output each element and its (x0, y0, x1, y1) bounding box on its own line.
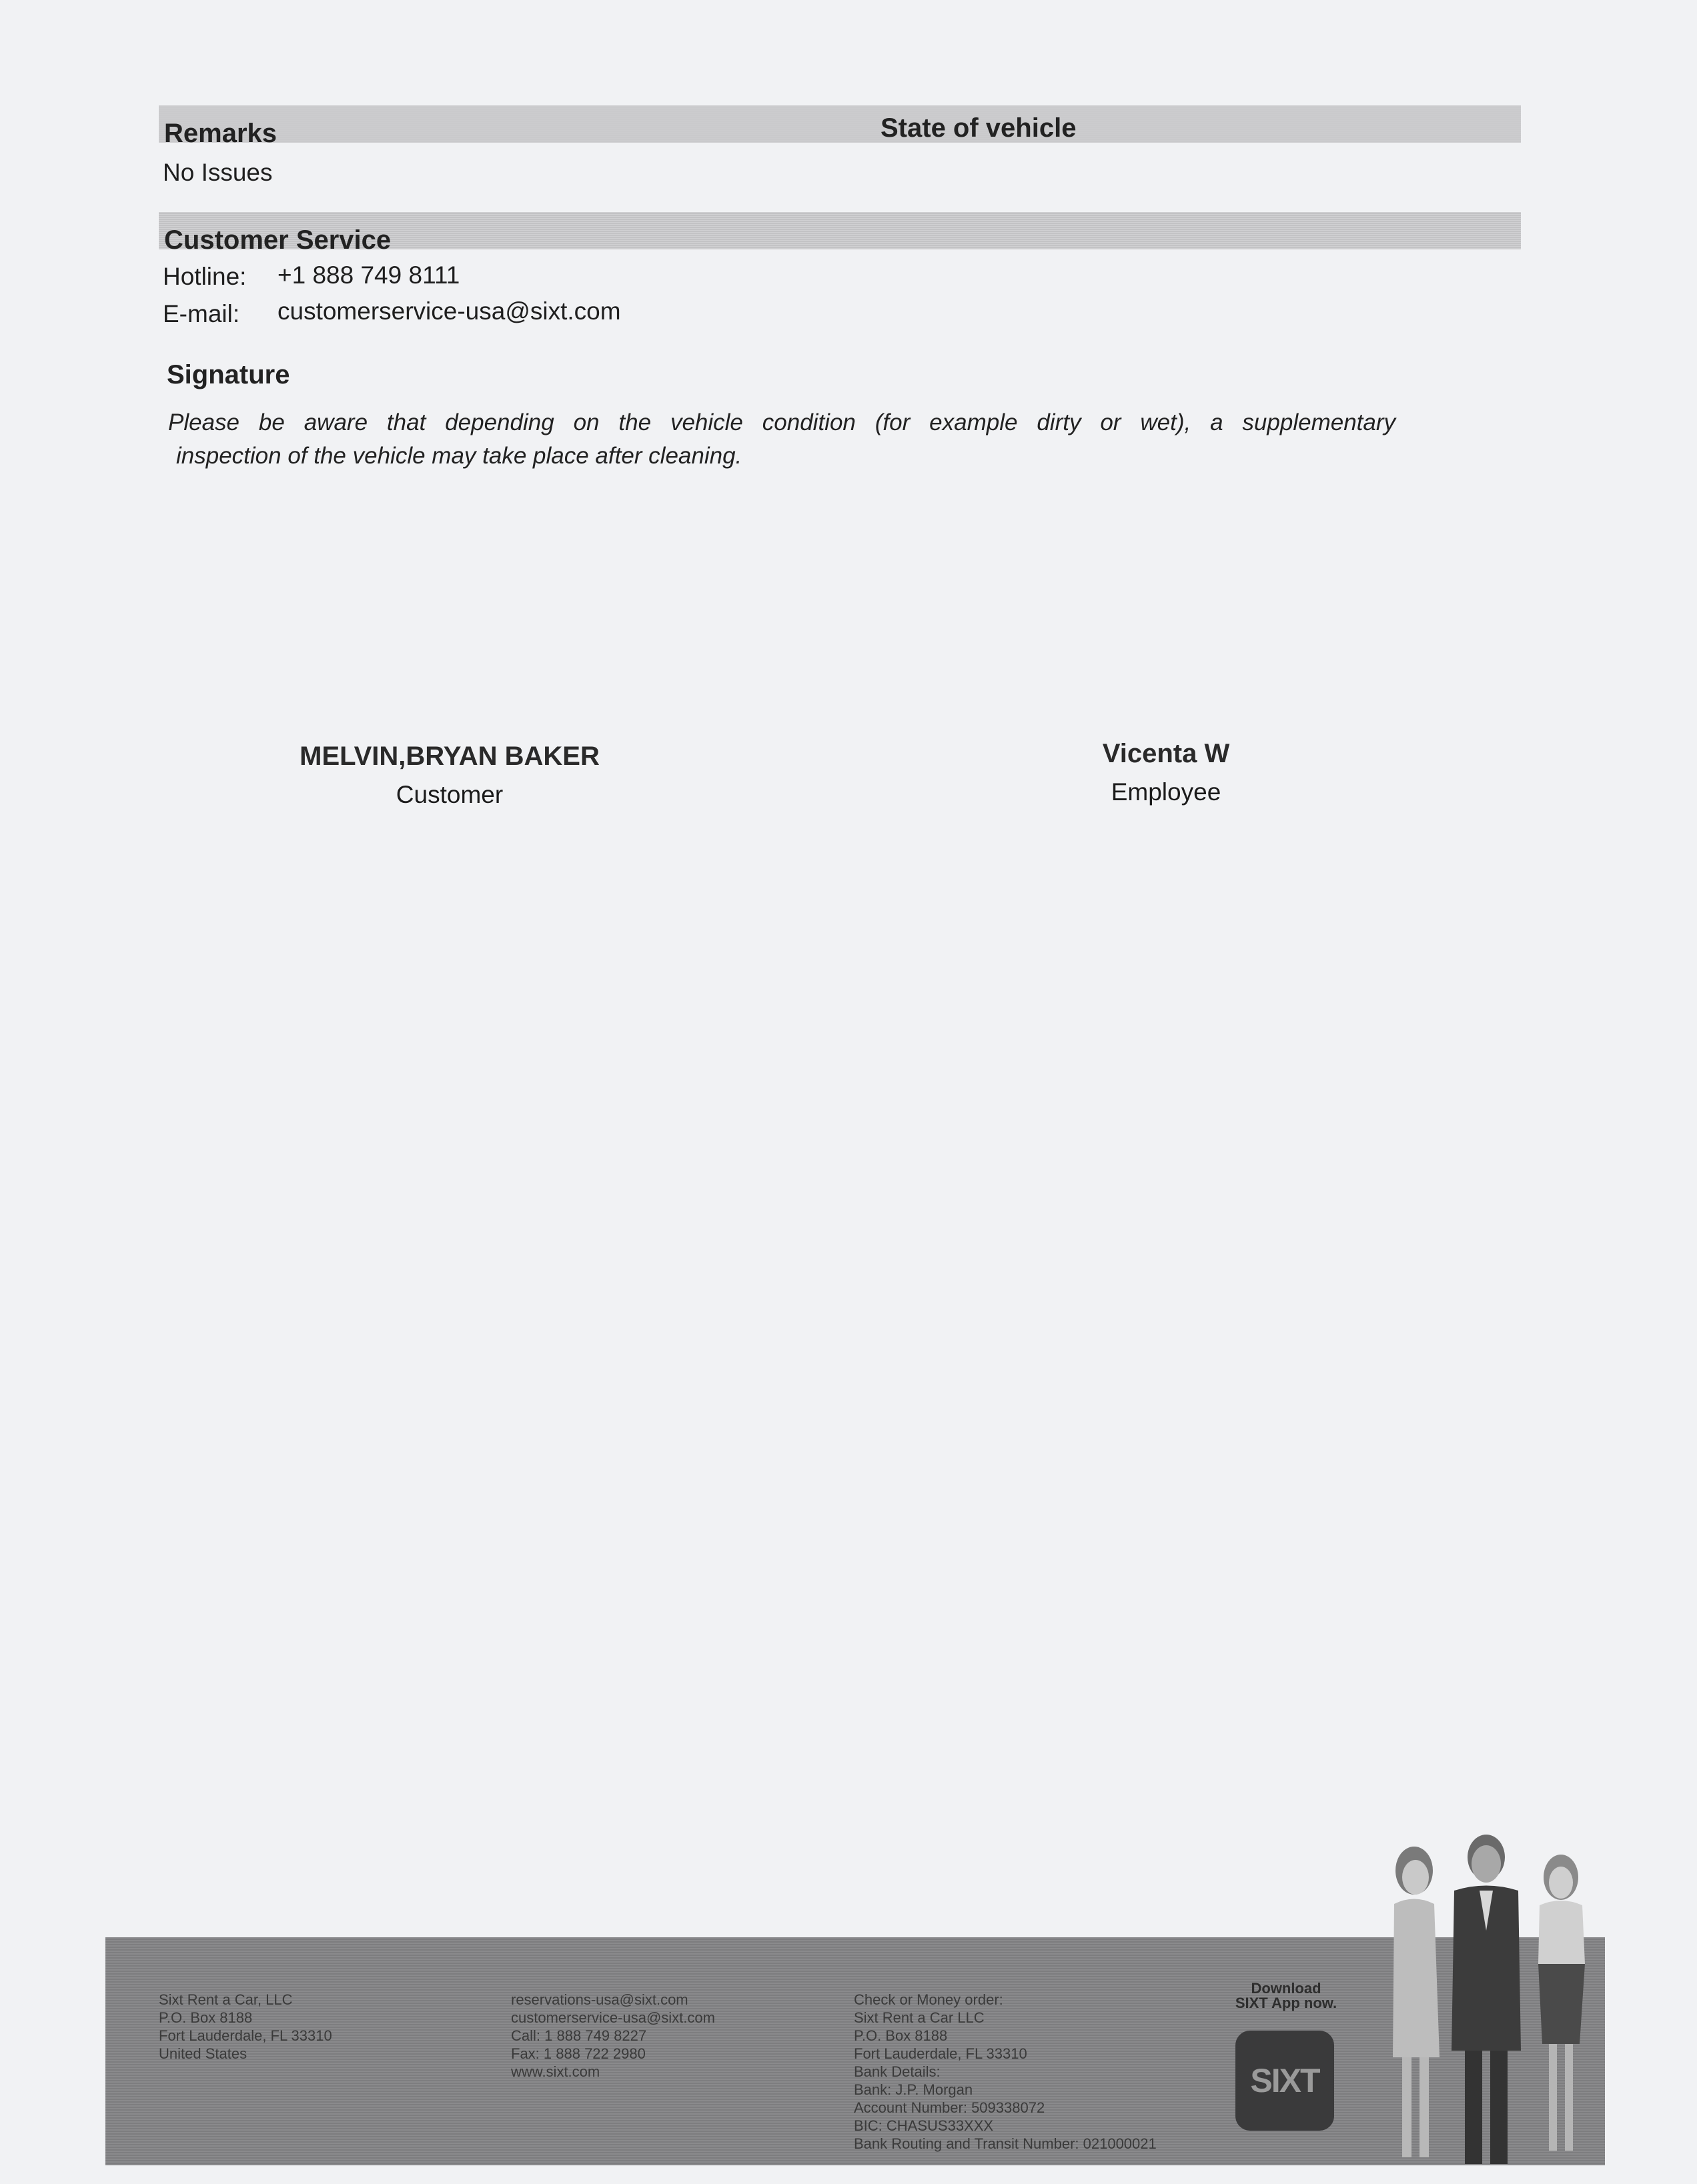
footer-payment-line: Fort Lauderdale, FL 33310 (854, 2045, 1027, 2062)
customer-signature-block (249, 742, 650, 809)
footer-payment (854, 1991, 1157, 2153)
footer-payment-line: Bank Details: (854, 2063, 941, 2080)
footer-fax: Fax: 1 888 722 2980 (511, 2045, 646, 2062)
footer-payment-line: P.O. Box 8188 (854, 2027, 948, 2044)
footer-customerservice-email[interactable]: customerservice-usa@sixt.com (511, 2009, 715, 2026)
footer-payment-line: Check or Money order: (854, 1991, 1003, 2008)
staff-people-image (1367, 1831, 1608, 2184)
download-app-line2: SIXT App now. (1235, 1995, 1337, 2011)
download-app-line1: Download (1251, 1980, 1321, 1997)
footer-payment-line: Bank: J.P. Morgan (854, 2081, 973, 2098)
hotline-value: +1 888 749 8111 (277, 261, 460, 289)
state-of-vehicle-title: State of vehicle (881, 113, 1077, 143)
employee-signature-block (1033, 739, 1299, 806)
remarks-title: Remarks (164, 119, 277, 148)
footer-payment-line: Bank Routing and Transit Number: 021000021 (854, 2135, 1157, 2152)
footer-website[interactable]: www.sixt.com (511, 2063, 600, 2080)
footer-address-line: P.O. Box 8188 (159, 2009, 253, 2026)
hotline-label: Hotline: (163, 263, 247, 290)
footer-address-line: United States (159, 2045, 247, 2062)
footer-contact (511, 1991, 715, 2081)
footer-payment-line: BIC: CHASUS33XXX (854, 2117, 994, 2134)
signature-title: Signature (167, 360, 290, 389)
employee-role: Employee (1111, 778, 1221, 806)
footer-payment-line: Sixt Rent a Car LLC (854, 2009, 985, 2026)
sixt-app-icon[interactable]: SIXT (1235, 2031, 1334, 2131)
footer-reservations-email[interactable]: reservations-usa@sixt.com (511, 1991, 688, 2008)
email-value[interactable]: customerservice-usa@sixt.com (277, 297, 621, 325)
employee-name: Vicenta W (1102, 739, 1230, 768)
customer-name: MELVIN,BRYAN BAKER (300, 742, 600, 771)
footer-call: Call: 1 888 749 8227 (511, 2027, 647, 2044)
footer-payment-line: Account Number: 509338072 (854, 2099, 1045, 2116)
footer-address-line: Fort Lauderdale, FL 33310 (159, 2027, 332, 2044)
signature-notice-line1: Please be aware that depending on the vehicle condition (for example dirty or wet), a supplementary (168, 409, 1395, 435)
download-app-text (1219, 1981, 1353, 2011)
customer-role: Customer (396, 781, 504, 808)
email-label: E-mail: (163, 300, 240, 327)
remarks-value: No Issues (163, 159, 273, 186)
customer-service-title: Customer Service (164, 225, 392, 255)
remarks-header-bar (159, 105, 1521, 143)
signature-notice-line2: inspection of the vehicle may take place after cleaning. (176, 443, 742, 469)
footer-address-line: Sixt Rent a Car, LLC (159, 1991, 293, 2008)
footer-address (159, 1991, 332, 2063)
